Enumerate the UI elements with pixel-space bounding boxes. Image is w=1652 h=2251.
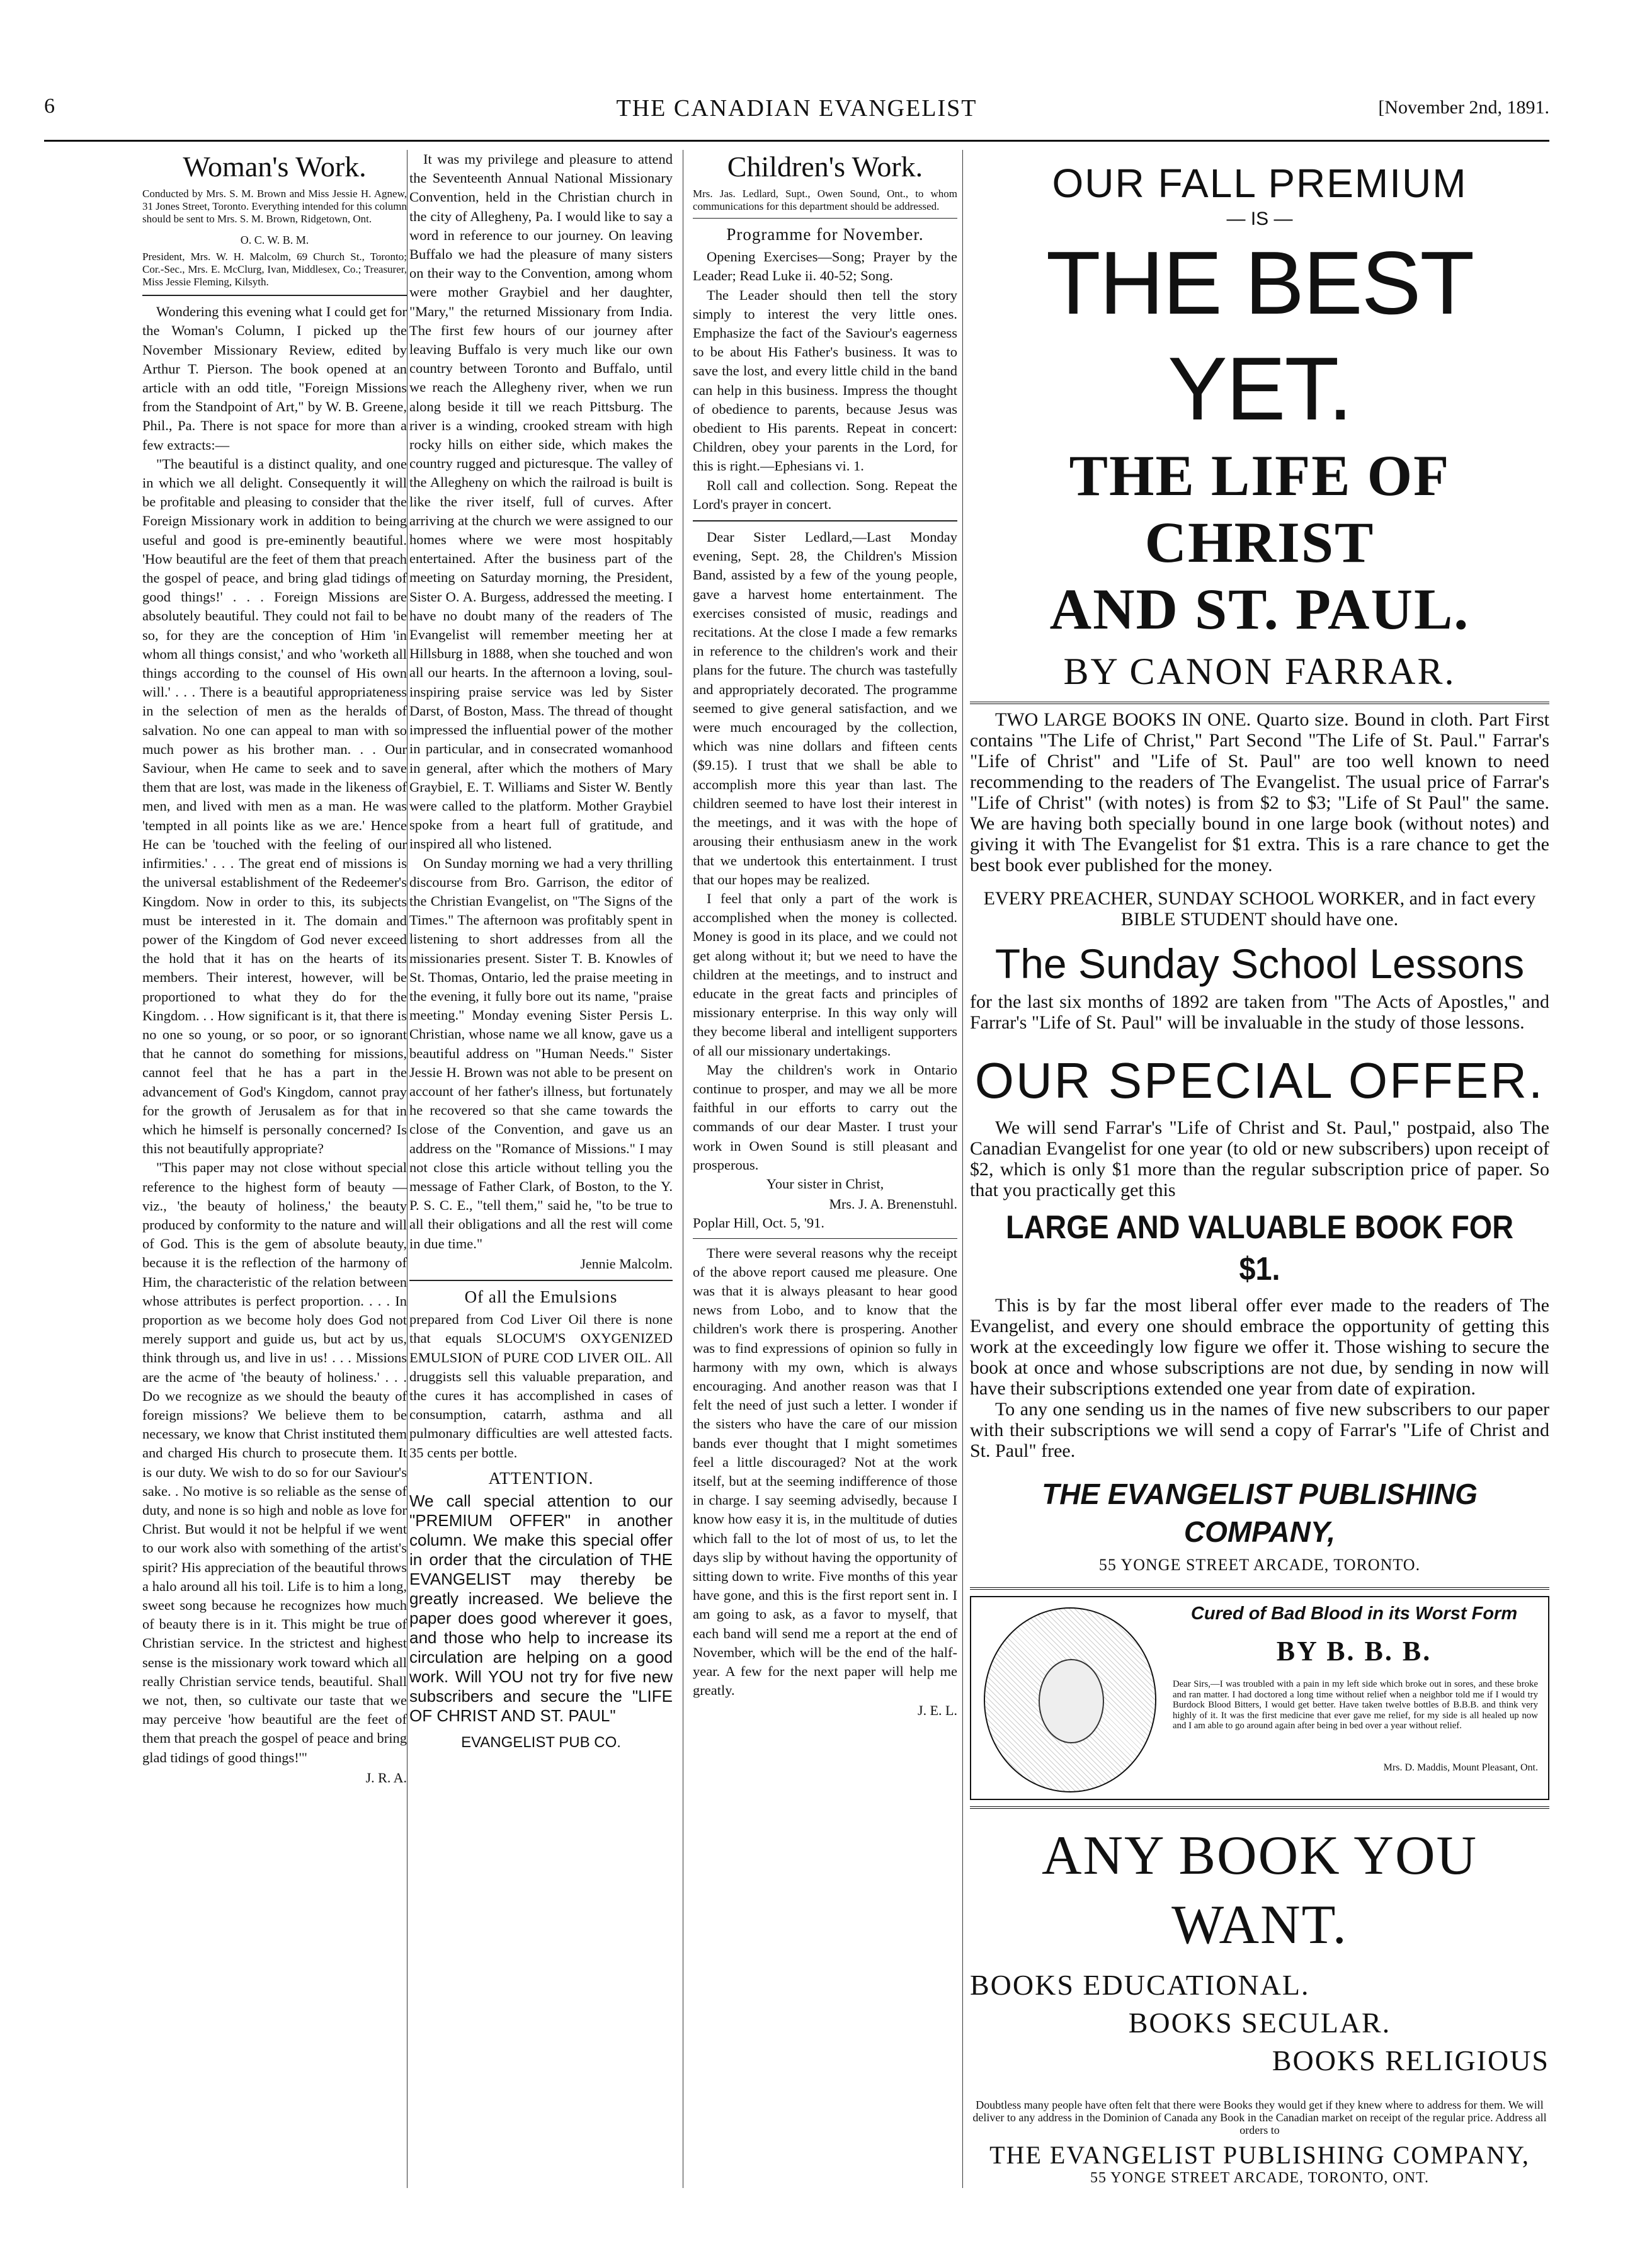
womans-work-heading: Woman's Work. bbox=[183, 151, 367, 183]
editor-reply: There were several reasons why the receipt of the above report caused me pleasure. One was that it is always pleasant to hear good news from Lobo, and to know that the children's work there is prospering. Another was to find expressions of opinion so fully in harmony with my own, which is always encouraging. And another reason was that I felt the need of just such a letter. I wonder if the sisters who have the care of our mission bands ever thought that I might sometimes feel a little discouraged? Not at the work itself, but at the seeming indifference of those in charge. I say seeming advisedly, because I know how easy it is, in the multitude of duties which fall to the lot of most of us, to let the days slip by without having the opportunity of sitting down to write. Five months of this year have gone, and this is the first report sent in. I am going to ask, as a favor to myself, that each band will send me a report at the end of November, which will be the end of the half-year. A few for the next paper will help me greatly. bbox=[693, 1245, 957, 1699]
attention-text: We call special attention to our "PREMIUM OFFER" in another column. We make this special offer in order that the circulation of THE EVANGELIST may thereby be greatly increased. We believe the paper does good wherever it goes, and those who help to increase its circulation are helping on a good work. Will YOU not try for five new subscribers and secure the "LIFE OF CHRIST AND ST. PAUL" bbox=[409, 1491, 673, 1726]
divider bbox=[970, 1587, 1549, 1590]
books-educational: BOOKS EDUCATIONAL. bbox=[970, 1969, 1310, 2001]
article-paragraph: On Sunday morning we had a very thrilling discourse from Bro. Garrison, the editor of the Christian Evangelist, on "The Signs of the Times." The afternoon was profitably spent in listening to short addresses from all the missionaries present. Sister T. B. Knowles of St. Thomas, Ontario, led the praise meeting in the evening, it fully bore out its name, "praise meeting." Monday evening Sister Persis L. Christian, whose name we all know, gave us a beautiful address on "Human Needs." Sister Jessie H. Brown was not able to be present on account of her father's illness, but fortunately he recovered so that she came towards the close of the Convention, and gave us an address on the "Romance of Missions." I may not close this article without telling you the message of Father Clark, of Boston, to the Y. P. S. C. E., "tell them," said he, "to be true to all their obligations and all the rest will come in due time." bbox=[409, 855, 673, 1251]
book-for-one-dollar: LARGE AND VALUABLE BOOK FOR $1. bbox=[1006, 1209, 1513, 1287]
article-signature: J. R. A. bbox=[365, 1769, 407, 1786]
books-fine-print: Doubtless many people have often felt that there were Books they would get if they knew where to address for them. We will deliver to any address in the Dominion of Canada any Book in the Canadian market on receipt of the regular price. Address all orders to bbox=[972, 2099, 1547, 2136]
book-title-line2: AND ST. PAUL. bbox=[1049, 577, 1470, 641]
publisher-name-2: THE EVANGELIST PUBLISHING COMPANY, bbox=[989, 2141, 1530, 2169]
publisher-address: 55 YONGE STREET ARCADE, TORONTO. bbox=[1098, 1556, 1421, 1574]
cwbm-officers: President, Mrs. W. H. Malcolm, 69 Church St., Toronto; Cor.-Sec., Mrs. E. McClurg, Ivan, Middlesex, Co.; Treasurer, Miss Jessie Fleming, Kilsyth. bbox=[142, 251, 407, 288]
publisher-address-2: 55 YONGE STREET ARCADE, TORONTO, ONT. bbox=[1090, 2170, 1429, 2186]
divider bbox=[693, 1238, 957, 1239]
bbb-testimonial-box bbox=[970, 1596, 1549, 1800]
premium-advertisement bbox=[970, 150, 1549, 2188]
bbb-testimonial-author: Mrs. D. Maddis, Mount Pleasant, Ont. bbox=[1383, 1762, 1538, 1773]
bbb-testimonial-text: Dear Sirs,—I was troubled with a pain in my left side which broke out in sores, and these broke and ran matter. I had doctored a long time without relief when a neighbor told me if I would try Burdock Blood Bitters, I would get better. Have taken twelve bottles of B.B.B. and think very highly of it. It was the first medicine that ever gave me relief, for my side is all healed up now and I am able to go around again after being in bed over a year without relief. bbox=[1173, 1679, 1538, 1731]
convention-column bbox=[409, 150, 673, 2188]
article-paragraph: It was my privilege and pleasure to attend the Seventeenth Annual National Missionary Convention, held in the Christian church in the city of Allegheny, Pa. I would like to say a word in reference to our journey. On leaving Buffalo we had the pleasure of many sisters on their way to the Convention, among whom were mother Graybiel and her daughter, "Mary," the returned Missionary from India. The first few hours of our journey after leaving Buffalo is very much like our own country between Toronto and Buffalo, until we reach the Allegheny river, when we run along beside it till we reach Pittsburg. The river is a winding, crooked stream with high rocky hills on either side, which makes the country rugged and picturesque. The valley of the Allegheny on which the railroad is built is like the river itself, full of curves. After arriving at the church we were assigned to our homes where we were most hospitably entertained. After the business part of the meeting on Saturday morning, the President, Sister O. A. Burgess, addressed the meeting. I have no doubt many of the readers of The Evangelist will remember meeting her at Hillsburg in 1888, when she touched and won all our hearts. In the afternoon a loving, soul-inspiring praise service was led by Sister Darst, of Boston, Mass. The thread of thought impressed the influential power of the mother in particular, and in consecrated womanhood in general, after which the mothers of Mary Graybiel, E. T. Williams and Sister W. Bently were called to the platform. Mother Graybiel spoke from a heart full of gratitude, and inspired all who listened. bbox=[409, 151, 673, 852]
special-offer-heading: OUR SPECIAL OFFER. bbox=[974, 1052, 1545, 1108]
article-paragraph: Wondering this evening what I could get for the Woman's Column, I picked up the November Missionary Review, edited by Arthur T. Pierson. The book opened at an article with an odd title, "Foreign Missions from the Standpoint of Art," by W. B. Greene, Phil., Pa. There is not space for more than a few extracts:— bbox=[142, 304, 407, 453]
issue-date: [November 2nd, 1891. bbox=[1378, 97, 1549, 118]
attention-signature: EVANGELIST PUB CO. bbox=[461, 1734, 621, 1752]
newspaper-title: THE CANADIAN EVANGELIST bbox=[616, 95, 977, 122]
divider bbox=[970, 702, 1549, 704]
free-copy-offer: To any one sending us in the names of five new subscribers to our paper with their subscriptions we will send a copy of Farrar's "Life of Christ and St. Paul" free. bbox=[970, 1399, 1549, 1461]
books-secular: BOOKS SECULAR. bbox=[1128, 2007, 1391, 2039]
page-number: 6 bbox=[44, 94, 55, 118]
emulsion-text: prepared from Cod Liver Oil there is none that equals SLOCUM'S OXYGENIZED EMULSION of PURE COD LIVER OIL. All druggists sell this valuable preparation, and the cures it has accomplished in cases of consumption, catarrh, asthma and all pulmonary difficulties are well attested facts. 35 cents per bottle. bbox=[409, 1311, 673, 1461]
publisher-name: THE EVANGELIST PUBLISHING COMPANY, bbox=[1042, 1478, 1478, 1548]
column-rule bbox=[962, 150, 963, 2188]
cwbm-title: O. C. W. B. M. bbox=[240, 234, 309, 246]
letter-paragraph: I feel that only a part of the work is accomplished when the money is collected. Money is good in its place, and we could not get along without it; but we need to have the children at the meetings, and to instruct and educate in the great facts and principles of missionary enterprise. In this way only will they become liberal and intelligent supporters of all our missionary undertakings. bbox=[693, 890, 957, 1059]
divider bbox=[693, 218, 957, 219]
letter-closing: Your sister in Christ, bbox=[766, 1175, 884, 1192]
letter-author: Mrs. J. A. Brenenstuhl. bbox=[829, 1196, 957, 1212]
target-readers: EVERY PREACHER, SUNDAY SCHOOL WORKER, and in fact every BIBLE STUDENT should have one. bbox=[983, 888, 1536, 930]
special-offer-text: We will send Farrar's "Life of Christ and St. Paul," postpaid, also The Canadian Evangelist for one year (to old or new subscribers) upon receipt of $2, which is only $1 more than the regular subscription price of paper. So that you practically get this bbox=[970, 1117, 1549, 1200]
divider bbox=[693, 520, 957, 521]
premium-is: — IS — bbox=[1226, 208, 1293, 229]
divider bbox=[142, 295, 407, 296]
programme-item: Roll call and collection. Song. Repeat the Lord's prayer in concert. bbox=[693, 477, 957, 512]
programme-item: Opening Exercises—Song; Prayer by the Leader; Read Luke ii. 40-52; Song. bbox=[693, 249, 957, 284]
best-yet-headline: THE BEST YET. bbox=[1045, 233, 1474, 439]
sunday-school-heading: The Sunday School Lessons bbox=[994, 940, 1525, 987]
divider bbox=[970, 1806, 1549, 1809]
childrens-work-column bbox=[693, 150, 957, 2188]
divider bbox=[409, 1280, 673, 1281]
womans-work-column bbox=[142, 150, 407, 2188]
childrens-work-heading: Children's Work. bbox=[727, 151, 923, 183]
page-header bbox=[44, 94, 1549, 139]
book-description: TWO LARGE BOOKS IN ONE. Quarto size. Bound in cloth. Part First contains "The Life of Christ," Part Second "The Life of St. Paul." Farrar's "Life of Christ" and "Life of St. Paul" are too well known to need recommending to the readers of The Evangelist. The usual price of Farrar's "Life of Christ" (with notes) is from $2 to $3; "Life of St Paul" the same. We are having both specially bound in one large book (without notes) and giving it with The Evangelist for $1 extra. This is a rare chance to get the best book ever published for the money. bbox=[970, 709, 1549, 875]
programme-heading: Programme for November. bbox=[726, 225, 924, 244]
header-rule bbox=[44, 140, 1549, 142]
column-conductors: Conducted by Mrs. S. M. Brown and Miss Jessie H. Agnew, 31 Jones Street, Toronto. Everything intended for this column should be sent to Mrs. S. M. Brown, Ridgetown, Ont. bbox=[142, 188, 407, 225]
sunday-school-text: for the last six months of 1892 are taken from "The Acts of Apostles," and Farrar's "Life of St. Paul" will be invaluable in the study of those lessons. bbox=[970, 991, 1549, 1033]
book-title-line1: THE LIFE OF CHRIST bbox=[1069, 443, 1450, 574]
bbb-headline: Cured of Bad Blood in its Worst Form bbox=[1190, 1604, 1518, 1624]
department-superintendent: Mrs. Jas. Ledlard, Supt., Owen Sound, Ont., to whom communications for this department should be addressed. bbox=[693, 188, 957, 212]
attention-heading: ATTENTION. bbox=[488, 1468, 594, 1488]
emulsion-heading: Of all the Emulsions bbox=[464, 1287, 618, 1306]
editor-signature: J. E. L. bbox=[918, 1702, 957, 1719]
book-author: BY CANON FARRAR. bbox=[1063, 651, 1456, 692]
bbb-brand: BY B. B. B. bbox=[1276, 1636, 1432, 1667]
any-book-headline: ANY BOOK YOU WANT. bbox=[1041, 1825, 1478, 1956]
premium-headline: OUR FALL PREMIUM bbox=[1052, 161, 1467, 206]
article-paragraph: "The beautiful is a distinct quality, and one in which we all delight. Consequently it will be profitable and pleasing to consider that the Foreign Missionary work in addition to being useful and good is pre-eminently beautiful. 'How beautiful are the feet of them that preach the gospel of peace, and bring glad tidings of good things!' . . . Foreign Missions are absolutely beautiful. They could not fail to be so, for they are the conception of Him 'in whom all things consist,' and who 'worketh all things according to the counsel of His own will.' . . . There is a beautiful appropriateness in the selection of men as the heralds of salvation. No one can appeal to man with so much power as his brother man. . . Our Saviour, when He came to seek and to save them that are lost, was made in the likeness of men, and lived with men as a man. He was 'tempted in all points like as we are.' Hence He can be 'touched with the feeling of our infirmities.' . . . The great end of missions is the universal establishment of the Redeemer's Kingdom. Now in order to this, its subjects must be interested in it. The domain and power of the Kingdom of God never exceed the hold that it has on the hearts of its members. Their interest, however, will be proportioned to what they do for the Kingdom. . . How significant is it, that there is no one so young, or so poor, or so ignorant that he cannot do something for missions, cannot feel that he has a part in the advancement of God's Kingdom, cannot pray for the growth of Jerusalem as for that in which he himself is personally concerned? Is this not beautifully appropriate? bbox=[142, 455, 407, 1157]
letter-paragraph: May the children's work in Ontario continue to prosper, and may we all be more faithful in our efforts to carry out the commands of our dear Master. I trust your work in Owen Sound is still pleasant and prosperous. bbox=[693, 1061, 957, 1173]
programme-item: The Leader should then tell the story simply to interest the very little ones. Emphasize the fact of the Saviour's eagerness to be about His Father's business. It was to save the lost, and every little child in the band can help in this business. Impress the thought of obedience to parents, because Jesus was obedient to His parents. Repeat in concert: Children, obey your parents in the Lord, for this is right.—Ephesians vi. 1. bbox=[693, 287, 957, 474]
article-paragraph: "This paper may not close without special reference to the highest form of beauty — viz., 'the beauty of holiness,' the beauty produced by conformity to the nature and will of God. This is the gem of absolute beauty, because it is the reflection of the harmony of Him, the characteristic of the relation between whose attributes is perfect proportion. . . . In proportion as we become holy does God not merely support and guide us, but act by us, think through us, and live in us! . . . Missions are the acme of 'the beauty of holiness.' . . . Do we recognize as we should the beauty of foreign missions? We believe them to be necessary, we know that Christ instituted them and charged His church to prosecute them. It is our duty. We wish to do so for our Saviour's sake. . No motive is so reliable as the sense of duty, and none is so high and noble as love for Christ. But would it not be helpful if we went to our work also with something of the artist's spirit? His appreciation of the beautiful throws a halo around all his toil. Life is to him a long, sweet song because he recognizes how much of beauty there is in it. This might be true of Christian service. In the strictest and highest sense is the missionary work toward which all really Christian service tends, beautiful. Shall we not, then, so cultivate our taste that we may perceive 'how beautiful are the feet of them that preach the gospel of peace and bring glad tidings of good things!'" bbox=[142, 1160, 407, 1765]
article-signature: Jennie Malcolm. bbox=[580, 1255, 673, 1272]
portrait-face bbox=[1039, 1659, 1104, 1743]
woman-portrait-icon bbox=[984, 1607, 1156, 1792]
books-religious: BOOKS RELIGIOUS bbox=[1272, 2044, 1549, 2077]
letter-paragraph: Dear Sister Ledlard,—Last Monday evening, Sept. 28, the Children's Mission Band, assisted by a few of the young people, gave a harvest home entertainment. The exercises consisted of music, readings and recitations. At the close I made a few remarks in reference to the children's work and their plans for the future. The church was tastefully and appropriately decorated. The programme seemed to give general satisfaction, and we were much encouraged by the collection, which was nine dollars and fifteen cents ($9.15). I trust that we shall be able to accomplish more this year than last. The children seemed to have lost their interest in the meetings, and it was with the hope of arousing their enthusiasm anew in the work that we undertook this entertainment. I trust that our hopes may be realized. bbox=[693, 529, 957, 887]
liberal-offer-text: This is by far the most liberal offer ever made to the readers of The Evangelist, and every one should embrace the opportunity of getting this work at the exceedingly low figure we offer it. Those wishing to secure the book at once and whose subscriptions are not due, by sending in now will have their subscriptions extended one year from date of expiration. bbox=[970, 1295, 1549, 1399]
letter-place-date: Poplar Hill, Oct. 5, '91. bbox=[693, 1215, 825, 1231]
